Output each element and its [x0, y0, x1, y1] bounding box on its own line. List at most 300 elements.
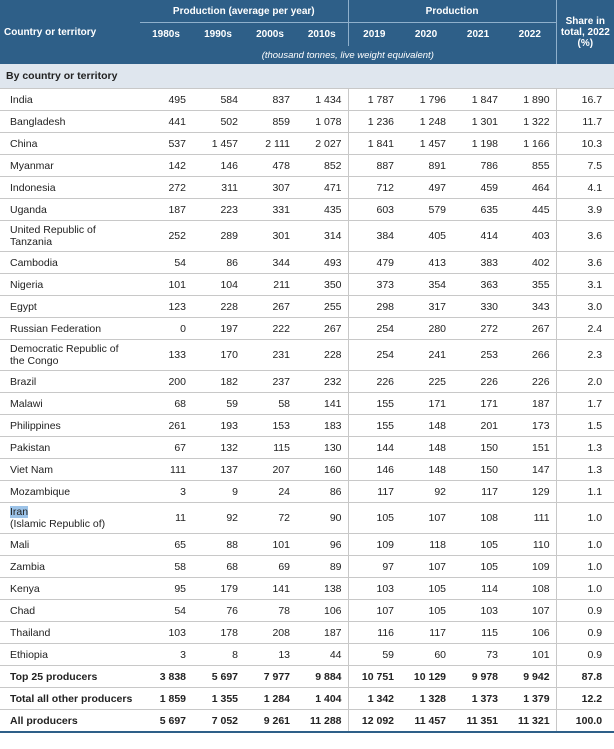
- share-cell: 1.1: [556, 481, 614, 503]
- value-cell: 211: [244, 274, 296, 296]
- value-cell: 1 404: [296, 688, 348, 710]
- value-cell: 635: [452, 199, 504, 221]
- value-cell: 146: [192, 155, 244, 177]
- table-row: [0, 221, 614, 252]
- value-cell: 786: [452, 155, 504, 177]
- table-row: [0, 296, 614, 318]
- value-cell: 301: [244, 221, 296, 252]
- value-cell: 9 942: [504, 666, 556, 688]
- value-cell: 502: [192, 111, 244, 133]
- value-cell: 109: [504, 556, 556, 578]
- table-row: [0, 556, 614, 578]
- value-cell: 182: [192, 371, 244, 393]
- value-cell: 179: [192, 578, 244, 600]
- year-header: 2020: [400, 23, 452, 47]
- share-cell: 1.3: [556, 437, 614, 459]
- value-cell: 1 796: [400, 89, 452, 111]
- value-cell: 350: [296, 274, 348, 296]
- value-cell: 402: [504, 252, 556, 274]
- country-name: Bangladesh: [0, 111, 140, 133]
- country-name: Nigeria: [0, 274, 140, 296]
- table-row: [0, 600, 614, 622]
- value-cell: 2 111: [244, 133, 296, 155]
- value-cell: 105: [400, 600, 452, 622]
- value-cell: 88: [192, 534, 244, 556]
- share-cell: 4.1: [556, 177, 614, 199]
- value-cell: 414: [452, 221, 504, 252]
- table-row: [0, 503, 614, 534]
- value-cell: 373: [348, 274, 400, 296]
- country-name: Thailand: [0, 622, 140, 644]
- value-cell: 141: [244, 578, 296, 600]
- value-cell: 148: [400, 415, 452, 437]
- value-cell: 354: [400, 274, 452, 296]
- share-cell: 3.9: [556, 199, 614, 221]
- value-cell: 86: [296, 481, 348, 503]
- value-cell: 117: [348, 481, 400, 503]
- value-cell: 129: [504, 481, 556, 503]
- value-cell: 237: [244, 371, 296, 393]
- share-cell: 87.8: [556, 666, 614, 688]
- value-cell: 11: [140, 503, 192, 534]
- share-cell: 1.5: [556, 415, 614, 437]
- table-row: [0, 459, 614, 481]
- table-header: [0, 0, 614, 64]
- value-cell: 92: [192, 503, 244, 534]
- total-row: [0, 666, 614, 688]
- value-cell: 208: [244, 622, 296, 644]
- value-cell: 584: [192, 89, 244, 111]
- value-cell: 171: [400, 393, 452, 415]
- value-cell: 222: [244, 318, 296, 340]
- value-cell: 445: [504, 199, 556, 221]
- country-name: Indonesia: [0, 177, 140, 199]
- value-cell: 101: [244, 534, 296, 556]
- value-cell: 117: [452, 481, 504, 503]
- value-cell: 1 342: [348, 688, 400, 710]
- year-header: 2022: [504, 23, 556, 47]
- value-cell: 493: [296, 252, 348, 274]
- share-cell: 3.1: [556, 274, 614, 296]
- value-cell: 405: [400, 221, 452, 252]
- value-cell: 1 322: [504, 111, 556, 133]
- unit-note: (thousand tonnes, live weight equivalent): [140, 46, 556, 64]
- value-cell: 0: [140, 318, 192, 340]
- value-cell: 317: [400, 296, 452, 318]
- value-cell: 69: [244, 556, 296, 578]
- value-cell: 170: [192, 340, 244, 371]
- value-cell: 65: [140, 534, 192, 556]
- country-name: Myanmar: [0, 155, 140, 177]
- value-cell: 1 328: [400, 688, 452, 710]
- value-cell: 253: [452, 340, 504, 371]
- value-cell: 1 379: [504, 688, 556, 710]
- value-cell: 147: [504, 459, 556, 481]
- value-cell: 255: [296, 296, 348, 318]
- value-cell: 254: [348, 340, 400, 371]
- value-cell: 108: [452, 503, 504, 534]
- country-name: Democratic Republic of the Congo: [0, 340, 140, 371]
- country-name: Pakistan: [0, 437, 140, 459]
- country-name: Egypt: [0, 296, 140, 318]
- share-cell: 12.2: [556, 688, 614, 710]
- value-cell: 497: [400, 177, 452, 199]
- value-cell: 413: [400, 252, 452, 274]
- value-cell: 3 838: [140, 666, 192, 688]
- value-cell: 267: [296, 318, 348, 340]
- table-row: [0, 481, 614, 503]
- value-cell: 44: [296, 644, 348, 666]
- value-cell: 478: [244, 155, 296, 177]
- value-cell: 311: [192, 177, 244, 199]
- value-cell: 1 248: [400, 111, 452, 133]
- value-cell: 155: [348, 415, 400, 437]
- value-cell: 7 977: [244, 666, 296, 688]
- value-cell: 712: [348, 177, 400, 199]
- value-cell: 111: [140, 459, 192, 481]
- value-cell: 146: [348, 459, 400, 481]
- value-cell: 383: [452, 252, 504, 274]
- value-cell: 207: [244, 459, 296, 481]
- share-cell: 11.7: [556, 111, 614, 133]
- value-cell: 171: [452, 393, 504, 415]
- share-cell: 1.0: [556, 534, 614, 556]
- country-name: Mali: [0, 534, 140, 556]
- value-cell: 193: [192, 415, 244, 437]
- country-name-highlighted: Iran: [10, 506, 29, 518]
- value-cell: 331: [244, 199, 296, 221]
- country-name: Malawi: [0, 393, 140, 415]
- value-cell: 228: [296, 340, 348, 371]
- country-name: Uganda: [0, 199, 140, 221]
- value-cell: 13: [244, 644, 296, 666]
- value-cell: 1 166: [504, 133, 556, 155]
- country-name: Total all other producers: [0, 688, 140, 710]
- value-cell: 241: [400, 340, 452, 371]
- value-cell: 68: [192, 556, 244, 578]
- value-cell: 92: [400, 481, 452, 503]
- value-cell: 343: [504, 296, 556, 318]
- year-header: 1980s: [140, 23, 192, 47]
- share-cell: 1.0: [556, 503, 614, 534]
- share-cell: 1.0: [556, 556, 614, 578]
- value-cell: 155: [348, 393, 400, 415]
- table-row: [0, 437, 614, 459]
- value-cell: 226: [504, 371, 556, 393]
- table-body: [0, 64, 614, 732]
- year-header: 2019: [348, 23, 400, 47]
- year-header: 2010s: [296, 23, 348, 47]
- value-cell: 9 978: [452, 666, 504, 688]
- share-cell: 2.4: [556, 318, 614, 340]
- table-row: [0, 252, 614, 274]
- value-cell: 471: [296, 177, 348, 199]
- country-name: India: [0, 89, 140, 111]
- value-cell: 1 236: [348, 111, 400, 133]
- share-cell: 7.5: [556, 155, 614, 177]
- value-cell: 344: [244, 252, 296, 274]
- table-row: [0, 318, 614, 340]
- value-cell: 855: [504, 155, 556, 177]
- value-cell: 96: [296, 534, 348, 556]
- value-cell: 72: [244, 503, 296, 534]
- value-cell: 252: [140, 221, 192, 252]
- value-cell: 201: [452, 415, 504, 437]
- country-name-rest: (Islamic Republic of): [10, 518, 106, 530]
- value-cell: 537: [140, 133, 192, 155]
- value-cell: 54: [140, 252, 192, 274]
- value-cell: 1 457: [400, 133, 452, 155]
- value-cell: 579: [400, 199, 452, 221]
- value-cell: 9 261: [244, 710, 296, 733]
- value-cell: 12 092: [348, 710, 400, 733]
- value-cell: 130: [296, 437, 348, 459]
- share-cell: 3.6: [556, 221, 614, 252]
- value-cell: 97: [348, 556, 400, 578]
- value-cell: 435: [296, 199, 348, 221]
- country-name: Philippines: [0, 415, 140, 437]
- share-cell: 10.3: [556, 133, 614, 155]
- country-name: Cambodia: [0, 252, 140, 274]
- value-cell: 272: [140, 177, 192, 199]
- value-cell: 441: [140, 111, 192, 133]
- value-cell: 232: [296, 371, 348, 393]
- table-row: [0, 534, 614, 556]
- value-cell: 603: [348, 199, 400, 221]
- value-cell: 123: [140, 296, 192, 318]
- table-row: [0, 177, 614, 199]
- share-cell: 3.6: [556, 252, 614, 274]
- value-cell: 314: [296, 221, 348, 252]
- value-cell: 459: [452, 177, 504, 199]
- value-cell: 479: [348, 252, 400, 274]
- value-cell: 144: [348, 437, 400, 459]
- value-cell: 141: [296, 393, 348, 415]
- table-row: [0, 622, 614, 644]
- value-cell: 5 697: [140, 710, 192, 733]
- value-cell: 58: [140, 556, 192, 578]
- value-cell: 183: [296, 415, 348, 437]
- share-cell: 2.3: [556, 340, 614, 371]
- value-cell: 187: [296, 622, 348, 644]
- value-cell: 859: [244, 111, 296, 133]
- country-name: Chad: [0, 600, 140, 622]
- value-cell: 10 751: [348, 666, 400, 688]
- value-cell: 115: [244, 437, 296, 459]
- value-cell: 150: [452, 437, 504, 459]
- value-cell: 132: [192, 437, 244, 459]
- value-cell: 103: [348, 578, 400, 600]
- value-cell: 105: [452, 534, 504, 556]
- share-cell: 0.9: [556, 644, 614, 666]
- value-cell: 73: [452, 644, 504, 666]
- value-cell: 267: [244, 296, 296, 318]
- value-cell: 1 373: [452, 688, 504, 710]
- value-cell: 298: [348, 296, 400, 318]
- value-cell: 8: [192, 644, 244, 666]
- country-name: Ethiopia: [0, 644, 140, 666]
- value-cell: 1 841: [348, 133, 400, 155]
- value-cell: 104: [192, 274, 244, 296]
- value-cell: 178: [192, 622, 244, 644]
- value-cell: 101: [504, 644, 556, 666]
- value-cell: 403: [504, 221, 556, 252]
- value-cell: 103: [140, 622, 192, 644]
- value-cell: 105: [400, 578, 452, 600]
- value-cell: 267: [504, 318, 556, 340]
- value-cell: 173: [504, 415, 556, 437]
- value-cell: 1 078: [296, 111, 348, 133]
- value-cell: 59: [192, 393, 244, 415]
- country-name: Top 25 producers: [0, 666, 140, 688]
- value-cell: 187: [140, 199, 192, 221]
- value-cell: 110: [504, 534, 556, 556]
- country-name: Zambia: [0, 556, 140, 578]
- value-cell: 1 859: [140, 688, 192, 710]
- share-cell: 3.0: [556, 296, 614, 318]
- table-row: [0, 89, 614, 111]
- value-cell: 852: [296, 155, 348, 177]
- value-cell: 261: [140, 415, 192, 437]
- value-cell: 1 301: [452, 111, 504, 133]
- country-name: China: [0, 133, 140, 155]
- value-cell: 266: [504, 340, 556, 371]
- table-row: [0, 393, 614, 415]
- value-cell: 153: [244, 415, 296, 437]
- value-cell: 384: [348, 221, 400, 252]
- share-cell: 0.9: [556, 600, 614, 622]
- value-cell: 9 884: [296, 666, 348, 688]
- value-cell: 3: [140, 481, 192, 503]
- value-cell: 151: [504, 437, 556, 459]
- value-cell: 107: [400, 503, 452, 534]
- table-row: [0, 199, 614, 221]
- value-cell: 103: [452, 600, 504, 622]
- value-cell: 108: [504, 578, 556, 600]
- value-cell: 107: [348, 600, 400, 622]
- section-label: By country or territory: [0, 64, 614, 89]
- value-cell: 9: [192, 481, 244, 503]
- table-row: [0, 111, 614, 133]
- value-cell: 200: [140, 371, 192, 393]
- value-cell: 231: [244, 340, 296, 371]
- value-cell: 891: [400, 155, 452, 177]
- value-cell: 187: [504, 393, 556, 415]
- value-cell: 887: [348, 155, 400, 177]
- value-cell: 78: [244, 600, 296, 622]
- value-cell: 142: [140, 155, 192, 177]
- value-cell: 105: [452, 556, 504, 578]
- value-cell: 495: [140, 89, 192, 111]
- value-cell: 101: [140, 274, 192, 296]
- value-cell: 3: [140, 644, 192, 666]
- value-cell: 148: [400, 459, 452, 481]
- total-row: [0, 688, 614, 710]
- value-cell: 68: [140, 393, 192, 415]
- share-cell: 0.9: [556, 622, 614, 644]
- country-name: Mozambique: [0, 481, 140, 503]
- value-cell: 150: [452, 459, 504, 481]
- value-cell: 106: [296, 600, 348, 622]
- value-cell: 95: [140, 578, 192, 600]
- value-cell: 11 351: [452, 710, 504, 733]
- value-cell: 114: [452, 578, 504, 600]
- value-cell: 137: [192, 459, 244, 481]
- value-cell: 90: [296, 503, 348, 534]
- value-cell: 226: [452, 371, 504, 393]
- value-cell: 280: [400, 318, 452, 340]
- country-name: All producers: [0, 710, 140, 733]
- value-cell: 107: [504, 600, 556, 622]
- value-cell: 272: [452, 318, 504, 340]
- year-header: 2000s: [244, 23, 296, 47]
- year-header: 2021: [452, 23, 504, 47]
- value-cell: 1 457: [192, 133, 244, 155]
- value-cell: 67: [140, 437, 192, 459]
- table-row: [0, 644, 614, 666]
- value-cell: 223: [192, 199, 244, 221]
- share-cell: 1.3: [556, 459, 614, 481]
- value-cell: 2 027: [296, 133, 348, 155]
- country-name: Kenya: [0, 578, 140, 600]
- value-cell: 355: [504, 274, 556, 296]
- value-cell: 197: [192, 318, 244, 340]
- value-cell: 86: [192, 252, 244, 274]
- year-header: 1990s: [192, 23, 244, 47]
- value-cell: 228: [192, 296, 244, 318]
- country-name: Russian Federation: [0, 318, 140, 340]
- value-cell: 11 288: [296, 710, 348, 733]
- table-row: [0, 578, 614, 600]
- value-cell: 11 457: [400, 710, 452, 733]
- value-cell: 464: [504, 177, 556, 199]
- share-cell: 16.7: [556, 89, 614, 111]
- table-row: [0, 274, 614, 296]
- value-cell: 363: [452, 274, 504, 296]
- table-row: [0, 415, 614, 437]
- country-column-header: Country or territory: [0, 0, 140, 64]
- share-cell: 2.0: [556, 371, 614, 393]
- total-row: [0, 710, 614, 733]
- country-name: Viet Nam: [0, 459, 140, 481]
- value-cell: 54: [140, 600, 192, 622]
- production-group-header: Production: [348, 0, 556, 23]
- table-row: [0, 340, 614, 371]
- value-cell: 118: [400, 534, 452, 556]
- table-row: [0, 155, 614, 177]
- value-cell: 59: [348, 644, 400, 666]
- value-cell: 60: [400, 644, 452, 666]
- value-cell: 111: [504, 503, 556, 534]
- value-cell: 1 355: [192, 688, 244, 710]
- value-cell: 24: [244, 481, 296, 503]
- value-cell: 289: [192, 221, 244, 252]
- value-cell: 109: [348, 534, 400, 556]
- value-cell: 76: [192, 600, 244, 622]
- value-cell: 138: [296, 578, 348, 600]
- value-cell: 7 052: [192, 710, 244, 733]
- value-cell: 160: [296, 459, 348, 481]
- value-cell: 1 434: [296, 89, 348, 111]
- value-cell: 116: [348, 622, 400, 644]
- value-cell: 115: [452, 622, 504, 644]
- value-cell: 11 321: [504, 710, 556, 733]
- value-cell: 106: [504, 622, 556, 644]
- value-cell: 330: [452, 296, 504, 318]
- value-cell: 1 890: [504, 89, 556, 111]
- value-cell: 58: [244, 393, 296, 415]
- value-cell: 5 697: [192, 666, 244, 688]
